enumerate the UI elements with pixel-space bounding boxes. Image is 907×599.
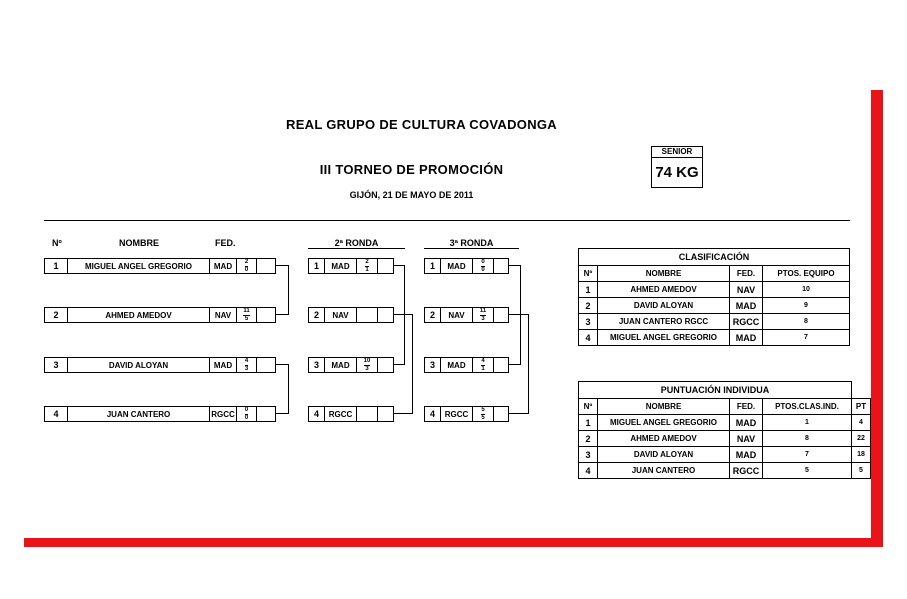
table-row: 2 AHMED AMEDOV NAV 8 22 [579,431,871,447]
entry-blank [378,308,393,322]
red-border-bottom [24,538,883,547]
entry-fed: RGCC [325,407,357,421]
connector [394,413,412,414]
tournament-title: III TORNEO DE PROMOCIÓN [319,162,504,177]
entry-score: 11 3 [473,308,494,322]
entry-fed: MAD [325,259,357,273]
table-header: NOMBRE [598,266,730,282]
entry-num: 2 [425,308,441,322]
table-header: PTOS.CLAS.IND. [763,399,852,415]
entry-num: 3 [309,358,325,372]
entry-score: 11 5 [237,308,257,322]
entry-fed: NAV [325,308,357,322]
entry-num: 4 [45,407,68,421]
connector [288,265,289,315]
entry-score: 2 1 [357,259,378,273]
table-header: FED. [730,266,763,282]
entry-fed: MAD [210,358,237,372]
entry-blank [257,308,275,322]
entry-blank [257,358,275,372]
entry-blank [378,259,393,273]
puntuacion-title: PUNTUACIÓN INDIVIDUA [579,382,852,399]
entry-fed: MAD [325,358,357,372]
red-border-right [871,90,883,547]
category-box [651,146,703,188]
entry-score: 4 1 [473,358,494,372]
entry-fed: NAV [441,308,473,322]
entry-score: 0 0 [237,407,257,421]
round2-underline [308,248,405,249]
round3-row [424,307,509,323]
connector [509,314,528,315]
entry-num: 2 [45,308,68,322]
table-header: Nº [579,399,598,415]
entry-name: AHMED AMEDOV [68,308,210,322]
category-label: SENIOR [652,147,702,158]
entry-blank [494,358,508,372]
connector [276,364,288,365]
entry-score: 4 3 [237,358,257,372]
connector [509,364,520,365]
entry-name: DAVID ALOYAN [68,358,210,372]
entry-num: 3 [425,358,441,372]
entry-score: 5 5 [473,407,494,421]
entry-fed: RGCC [441,407,473,421]
round3-title: 3ª RONDA [449,238,494,248]
connector [276,413,288,414]
connector [528,314,529,414]
round3-row [424,258,509,274]
entry-score: 10 3 [357,358,378,372]
round1-row [44,307,276,323]
entry-blank [494,308,508,322]
entry-fed: MAD [441,259,473,273]
round1-row [44,258,276,274]
entry-num: 1 [45,259,68,273]
entry-num: 4 [425,407,441,421]
clasificacion-title: CLASIFICACIÓN [579,249,850,266]
entry-blank [257,407,275,421]
connector [404,265,405,365]
connector [276,314,288,315]
entry-score [357,308,378,322]
connector [394,364,404,365]
table-row: 1 AHMED AMEDOV NAV 10 [579,282,850,298]
entry-num: 3 [45,358,68,372]
connector [412,314,413,414]
table-header: FED. [730,399,763,415]
entry-blank [257,259,275,273]
table-row: 3 DAVID ALOYAN MAD 7 18 [579,447,871,463]
club-title: REAL GRUPO DE CULTURA COVADONGA [286,117,557,132]
round2-row [308,258,394,274]
table-header: PTOS. EQUIPO [763,266,850,282]
connector [288,364,289,414]
entry-name: MIGUEL ANGEL GREGORIO [68,259,210,273]
table-row: 2 DAVID ALOYAN MAD 9 [579,298,850,314]
table-row: 4 MIGUEL ANGEL GREGORIO MAD 7 [579,330,850,346]
location-date: GIJÓN, 21 DE MAYO DE 2011 [349,190,474,200]
round2-row [308,307,394,323]
connector [394,265,404,266]
entry-fed: MAD [441,358,473,372]
entry-num: 4 [309,407,325,421]
entry-score: 2 0 [237,259,257,273]
entry-fed: NAV [210,308,237,322]
entry-blank [494,259,508,273]
weight-class: 74 KG [655,164,699,181]
bracket-header-name: NOMBRE [119,238,159,248]
connector [509,413,528,414]
connector [520,265,521,365]
entry-num: 1 [425,259,441,273]
puntuacion-table [578,381,871,479]
table-header: Nº [579,266,598,282]
round3-underline [424,248,519,249]
round2-row [308,406,394,422]
round1-row [44,406,276,422]
bracket-header-num: Nº [52,238,62,248]
round2-row [308,357,394,373]
table-row: 3 JUAN CANTERO RGCC RGCC 8 [579,314,850,330]
clasificacion-table [578,248,850,346]
puntuacion-title-blank [852,382,871,399]
round2-title: 2ª RONDA [334,238,379,248]
table-row: 4 JUAN CANTERO RGCC 5 5 [579,463,871,479]
bracket-header-fed: FED. [215,238,236,248]
entry-num: 1 [309,259,325,273]
table-header: PT [852,399,871,415]
entry-blank [494,407,508,421]
entry-blank [378,407,393,421]
divider [44,220,850,221]
entry-fed: MAD [210,259,237,273]
connector [276,265,288,266]
round3-row [424,406,509,422]
connector [509,265,520,266]
round1-row [44,357,276,373]
entry-blank [378,358,393,372]
table-header: NOMBRE [598,399,730,415]
entry-num: 2 [309,308,325,322]
round3-row [424,357,509,373]
connector [394,314,412,315]
entry-name: JUAN CANTERO [68,407,210,421]
entry-fed: RGCC [210,407,237,421]
table-row: 1 MIGUEL ANGEL GREGORIO MAD 1 4 [579,415,871,431]
entry-score: 0 0 [473,259,494,273]
entry-score [357,407,378,421]
